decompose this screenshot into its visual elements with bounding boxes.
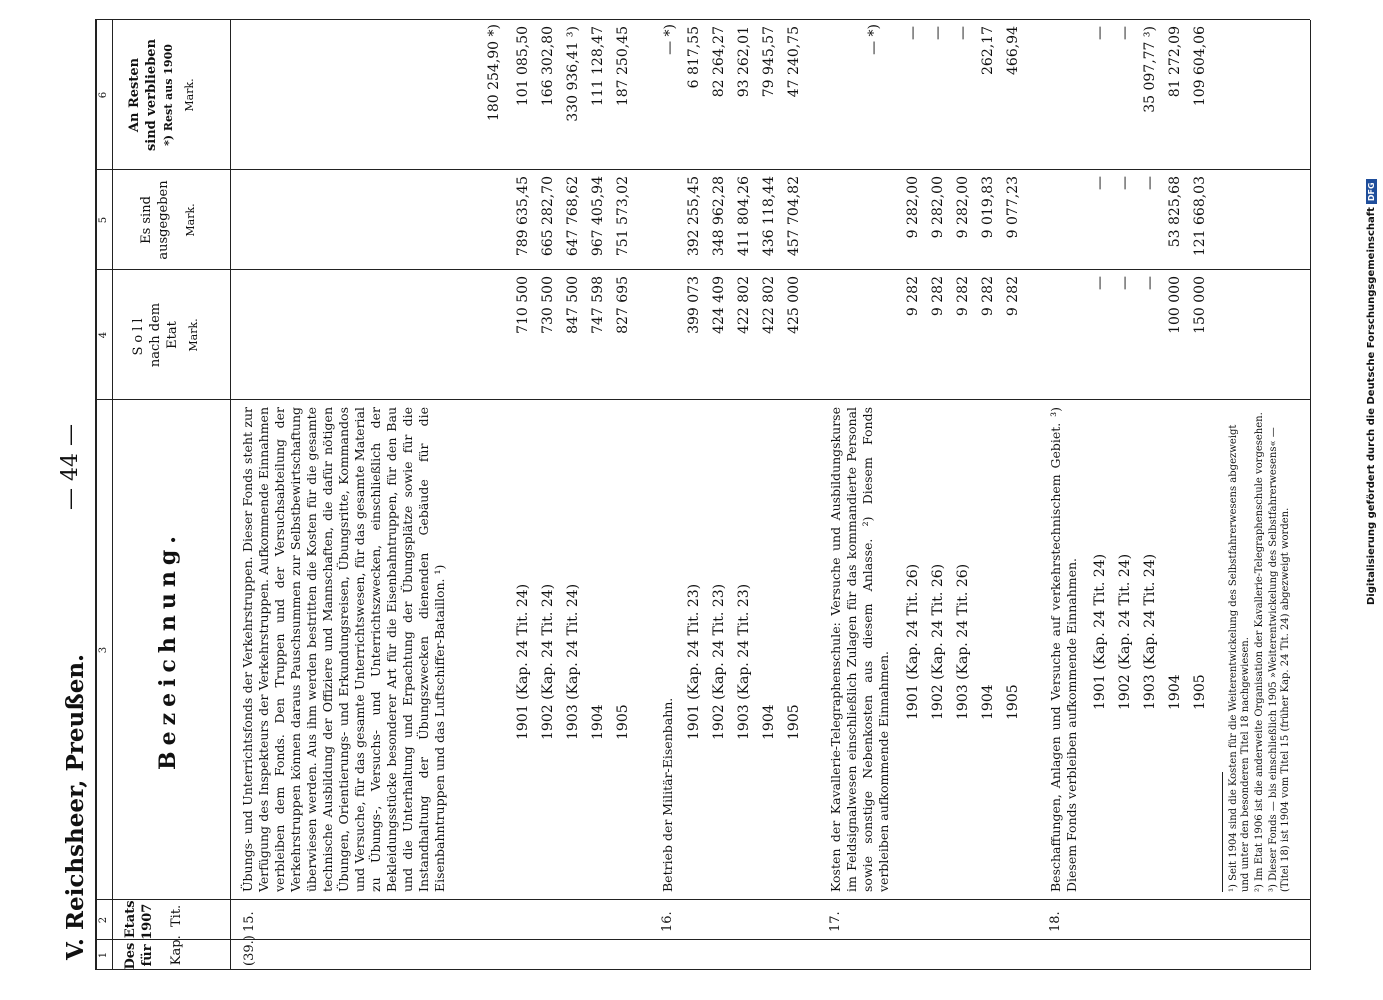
table-top-rule [95,20,97,970]
row-ausgegeben: 751 573,02 [615,176,631,257]
table-left-rule [95,969,1310,970]
row-soll: — [1092,276,1108,290]
row-soll: 150 000 [1192,276,1208,334]
column-number: 5 [98,216,109,224]
row-ausgegeben: 9 077,23 [1005,176,1021,239]
row-soll: 9 282 [930,276,946,317]
row-soll: 747 598 [590,276,606,334]
titel-number: 18. [1048,911,1063,932]
row-soll: 422 802 [736,276,752,334]
row-year: 1902 (Kap. 24 Tit. 23) [711,583,727,740]
row-year: 1901 (Kap. 24 Tit. 24) [515,583,531,740]
titel-number: 15. [242,911,257,932]
section-description: Beschaffungen, Anlagen und Versuche auf verkehrstechnischem Gebiet. ³) Diesem Fonds verbleiben aufkommende Einnahmen. [1048,407,1079,892]
column-number: 2 [98,916,109,924]
row-rest: 166 302,80 [540,26,556,107]
row-year: 1904 [590,704,606,740]
column-number: 4 [98,331,109,339]
row-year: 1903 (Kap. 24 Tit. 24) [565,583,581,740]
row-year: 1902 (Kap. 24 Tit. 24) [540,583,556,740]
row-ausgegeben: 967 405,94 [590,176,606,257]
col3-header: Bezeichnung. [155,530,181,770]
row-soll: — [1142,276,1158,290]
rest-1900: — *) [866,24,882,55]
row-rest: 111 128,47 [590,26,606,107]
section-description: Kosten der Kavallerie-Telegraphenschule: Versuche und Ausbildungskurse im Feldsignalwesen einschließlich Zulagen für das kommandierte Personal sowie sonstige Nebenkosten aus diesem Anlasse. ²) Diesem Fonds verbleiben aufkommende Einnahmen. [828,407,891,892]
titel-number: 16. [660,911,675,932]
col5-divider [95,169,1310,170]
row-rest: — [955,26,971,40]
row-soll: 425 000 [786,276,802,334]
col12-header: Des Etats für 1907 Kap. Tit. [123,900,184,970]
footnote: ³) Dieser Fonds — bis einschließlich 1905 »Weiterentwickelung des Selbstfahrerwesens« — (Titel 18) ist 1904 vom Titel 15 (früher Kap. 24 Tit. 24) abgezweigt worden. [1268,427,1291,892]
rest-1900: 180 254,90 *) [486,24,502,122]
row-year: 1905 [1192,674,1208,710]
column-number: 3 [98,646,109,654]
col2-divider [95,899,1310,900]
row-ausgegeben: 9 019,83 [980,176,996,239]
row-year: 1902 (Kap. 24 Tit. 26) [930,563,946,720]
footnote-rule [1222,772,1223,892]
row-soll: 9 282 [980,276,996,317]
dfg-logo: DFG [1366,179,1377,204]
row-ausgegeben: 457 704,82 [786,176,802,257]
col5-header: Es sind ausgegeben Mark. [139,180,197,260]
rest-1900: — *) [662,24,678,55]
row-rest: 466,94 [1005,26,1021,75]
row-ausgegeben: — [1092,176,1108,190]
column-number: 1 [98,951,109,959]
row-soll: 710 500 [515,276,531,334]
row-rest: 93 262,01 [736,26,752,98]
table-bottom-rule [1310,20,1311,970]
row-ausgegeben: 411 804,26 [736,176,752,257]
row-rest: — [1117,26,1133,40]
section-description: Übungs- und Unterrichtsfonds der Verkehrstruppen. Dieser Fonds steht zur Verfügung des Inspekteurs der Verkehrstruppen. Aufkommende Einnahmen verbleiben dem Fonds. Den Truppen und der Versuchsabteilung der Verkehrstruppen können daraus Pauschsummen zur Selbstbewirtschaftung überwiesen werden. Aus ihm werden bestritten die Kosten für die gesamte technische Ausbildung der Offiziere und Mannschaften, die dafür nötigen Übungen, Orientierungs- und Erkundungsreisen, Übungsritte, Kommandos und Versuche, für das gesamte Unterrichtswesen, für das gesamte Material zu Übungs-, Versuchs- und Unterrichtszwecken, einschließlich der Bekleidungsstücke besonderer Art für die Eisenbahntruppen, für den Bau und die Unterhaltung und Erpachtung der Übungsplätze sowie für die Instandhaltung der Übungszwecken dienenden Gebäude für die Eisenbahntruppen und das Luftschiffer-Bataillon. ¹) [240,407,447,892]
footnote: ²) Im Etat 1906 ist die anderweite Organisation der Kavallerie-Telegraphenschule vorgesehen. [1254,412,1265,892]
row-ausgegeben: — [1142,176,1158,190]
row-soll: 424 409 [711,276,727,334]
row-ausgegeben: 436 118,44 [761,176,777,257]
row-rest: 82 264,27 [711,26,727,98]
row-soll: 9 282 [955,276,971,317]
row-rest: 262,17 [980,26,996,75]
row-year: 1901 (Kap. 24 Tit. 23) [686,583,702,740]
row-year: 1904 [761,704,777,740]
row-ausgegeben: 9 282,00 [955,176,971,239]
row-year: 1903 (Kap. 24 Tit. 24) [1142,553,1158,710]
row-ausgegeben: 665 282,70 [540,176,556,257]
row-rest: 47 240,75 [786,26,802,98]
row-year: 1905 [786,704,802,740]
row-ausgegeben: 9 282,00 [930,176,946,239]
col4-header: Soll nach dem Etat Mark. [131,302,200,368]
header-bottom-rule [230,20,231,970]
section-description: Betrieb der Militär-Eisenbahn. [660,697,675,892]
row-year: 1903 (Kap. 24 Tit. 23) [736,583,752,740]
col1-divider [95,939,1310,940]
row-ausgegeben: 392 255,45 [686,176,702,257]
row-soll: 9 282 [905,276,921,317]
kapitel-number: (39.) [242,935,257,966]
row-rest: 81 272,09 [1167,26,1183,98]
row-ausgegeben: — [1117,176,1133,190]
row-soll: 827 695 [615,276,631,334]
row-year: 1901 (Kap. 24 Tit. 24) [1092,553,1108,710]
row-ausgegeben: 53 825,68 [1167,176,1183,248]
row-ausgegeben: 9 282,00 [905,176,921,239]
row-soll: 399 073 [686,276,702,334]
table-right-rule [95,19,1310,20]
row-ausgegeben: 121 668,03 [1192,176,1208,257]
row-soll: 422 802 [761,276,777,334]
column-number-rule [112,20,113,970]
titel-number: 17. [828,911,843,932]
row-year: 1902 (Kap. 24 Tit. 24) [1117,553,1133,710]
row-rest: 109 604,06 [1192,26,1208,107]
row-rest: 187 250,45 [615,26,631,107]
col3-divider [95,399,1310,400]
row-year: 1901 (Kap. 24 Tit. 26) [905,563,921,720]
col6-header: An Resten sind verblieben *) Rest aus 1900 Mark. [127,38,196,152]
row-soll: 100 000 [1167,276,1183,334]
row-year: 1905 [1005,684,1021,720]
row-year: 1904 [1167,674,1183,710]
footnote: ¹) Seit 1904 sind die Kosten für die Weiterentwickelung des Selbstfahrerwesens abgezweigt und unter den besonderen Titel 18 nachgewiesen. [1228,424,1251,892]
row-ausgegeben: 647 768,62 [565,176,581,257]
row-rest: 79 945,57 [761,26,777,98]
page-number: — 44 — [58,424,83,510]
page-header-title: V. Reichsheer, Preußen. [62,653,89,960]
digitization-credit: Digitalisierung gefördert durch die Deutsche ForschungsgemeinschaftDFG [1366,179,1377,605]
row-rest: 6 817,55 [686,26,702,89]
row-soll: 847 500 [565,276,581,334]
row-rest: 35 097,77 ³) [1142,26,1158,113]
row-year: 1905 [615,704,631,740]
row-rest: — [930,26,946,40]
row-rest: — [905,26,921,40]
row-rest: 101 085,50 [515,26,531,107]
row-ausgegeben: 348 962,28 [711,176,727,257]
row-year: 1903 (Kap. 24 Tit. 26) [955,563,971,720]
col4-divider [95,269,1310,270]
row-soll: 730 500 [540,276,556,334]
row-year: 1904 [980,684,996,720]
row-rest: — [1092,26,1108,40]
column-number: 6 [98,91,109,99]
row-soll: 9 282 [1005,276,1021,317]
row-soll: — [1117,276,1133,290]
row-rest: 330 936,41 ³) [565,26,581,122]
row-ausgegeben: 789 635,45 [515,176,531,257]
